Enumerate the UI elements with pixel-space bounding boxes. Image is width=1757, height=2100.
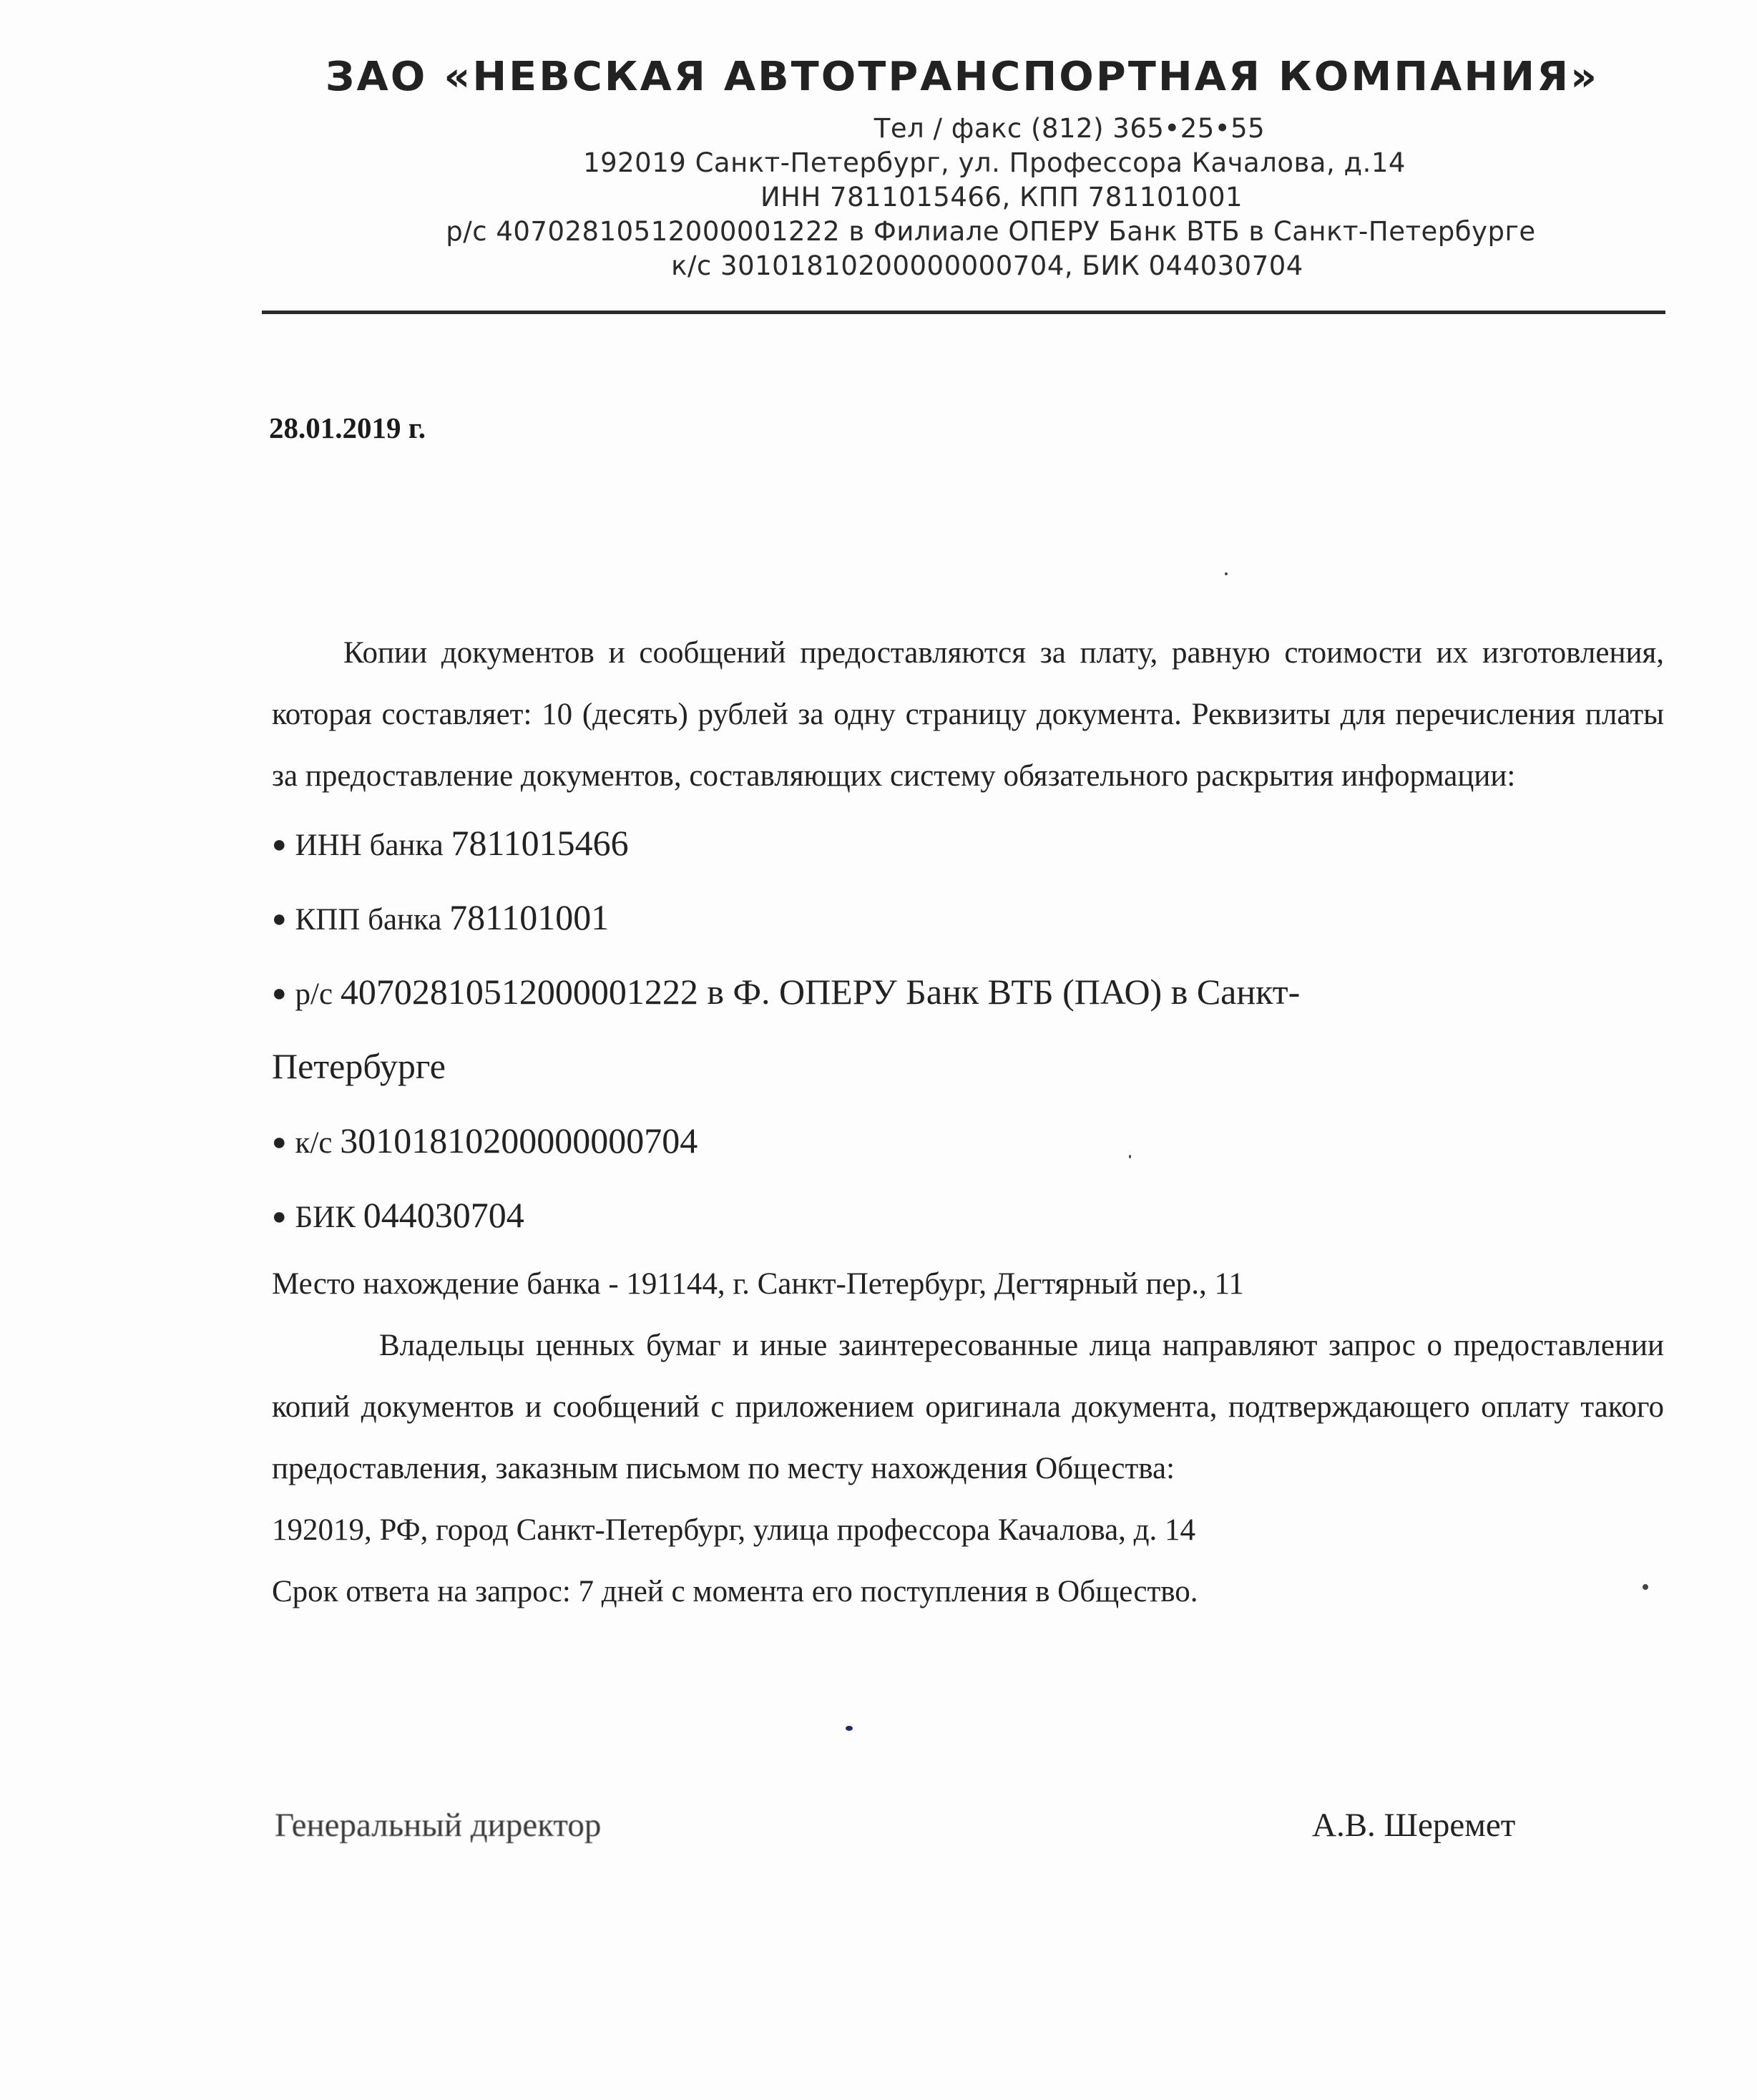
- header-divider: [262, 311, 1665, 314]
- company-address: 192019 Санкт-Петербург, ул. Профессора Качалова, д.14: [583, 147, 1406, 178]
- bullet-value: 30101810200000000704: [340, 1120, 698, 1161]
- company-inn-kpp: ИНН 7811015466, КПП 781101001: [760, 182, 1243, 213]
- bullet-continuation: Петербурге: [272, 1046, 446, 1086]
- company-name: ЗАО «НЕВСКАЯ АВТОТРАНСПОРТНАЯ КОМПАНИЯ»: [325, 54, 1600, 100]
- bullet-dot-icon: ●: [272, 1129, 287, 1156]
- scan-speck: [1643, 1584, 1648, 1590]
- bullet-value: 40702810512000001222 в Ф. ОПЕРУ Банк ВТБ (ПАО) в Санкт-: [340, 972, 1301, 1012]
- bullet-value: 7811015466: [451, 823, 629, 863]
- bullet-inn: [272, 807, 1664, 881]
- letterhead: [258, 43, 1667, 283]
- bullet-label: БИК: [295, 1201, 363, 1234]
- bullet-label: КПП банка: [295, 903, 450, 937]
- bullet-dot-icon: ●: [272, 906, 287, 932]
- bullet-kpp: [272, 881, 1664, 956]
- response-term: Срок ответа на запрос: 7 дней с момента его поступления в Общество.: [272, 1575, 1198, 1608]
- bullet-value: 781101001: [449, 897, 610, 937]
- bullet-label: к/с: [295, 1126, 341, 1160]
- bullet-dot-icon: ●: [272, 980, 287, 1007]
- company-corr-account: к/с 30101810200000000704, БИК 044030704: [671, 250, 1303, 281]
- company-phone: Тел / факс (812) 365•25•55: [873, 113, 1266, 144]
- paragraph-fees: Копии документов и сообщений предоставляются за плату, равную стоимости их изготовления, которая составляет: 10 (десять) рублей за одну страницу документа. Реквизиты для перечисления платы за предоставление документов, составляющих систему обязательного раскрытия информации:: [272, 636, 1664, 793]
- signatory-name: А.В. Шеремет: [1312, 1807, 1516, 1844]
- bullet-label: р/с: [295, 977, 341, 1011]
- scan-speck: [1129, 1155, 1131, 1158]
- bullet-dot-icon: ●: [272, 1203, 287, 1230]
- company-account: р/с 40702810512000001222 в Филиале ОПЕРУ Банк ВТБ в Санкт-Петербурге: [446, 216, 1536, 247]
- bullet-account: [272, 956, 1664, 1030]
- bullet-bik: [272, 1179, 1664, 1254]
- bullet-value: 044030704: [363, 1195, 524, 1235]
- bullet-corr-account: [272, 1105, 1664, 1179]
- scan-speck: [846, 1726, 853, 1731]
- document-date: 28.01.2019 г.: [269, 411, 426, 444]
- bullet-label: ИНН банка: [295, 829, 451, 862]
- company-postal-address: 192019, РФ, город Санкт-Петербург, улица профессора Качалова, д. 14: [272, 1513, 1196, 1547]
- bank-location: Место нахождение банка - 191144, г. Санкт-Петербург, Дегтярный пер., 11: [272, 1267, 1244, 1301]
- signatory-title: Генеральный директор: [275, 1807, 602, 1844]
- paragraph-request: Владельцы ценных бумаг и иные заинтересованные лица направляют запрос о предоставлении копий документов и сообщений с приложением оригинала документа, подтверждающего оплату такого предоставления, заказным письмом по месту нахождения Общества:: [272, 1329, 1664, 1485]
- bullet-account-continuation: [272, 1030, 1664, 1105]
- scan-speck: [1225, 572, 1228, 575]
- bullet-dot-icon: ●: [272, 831, 287, 858]
- document-body: [272, 622, 1664, 1623]
